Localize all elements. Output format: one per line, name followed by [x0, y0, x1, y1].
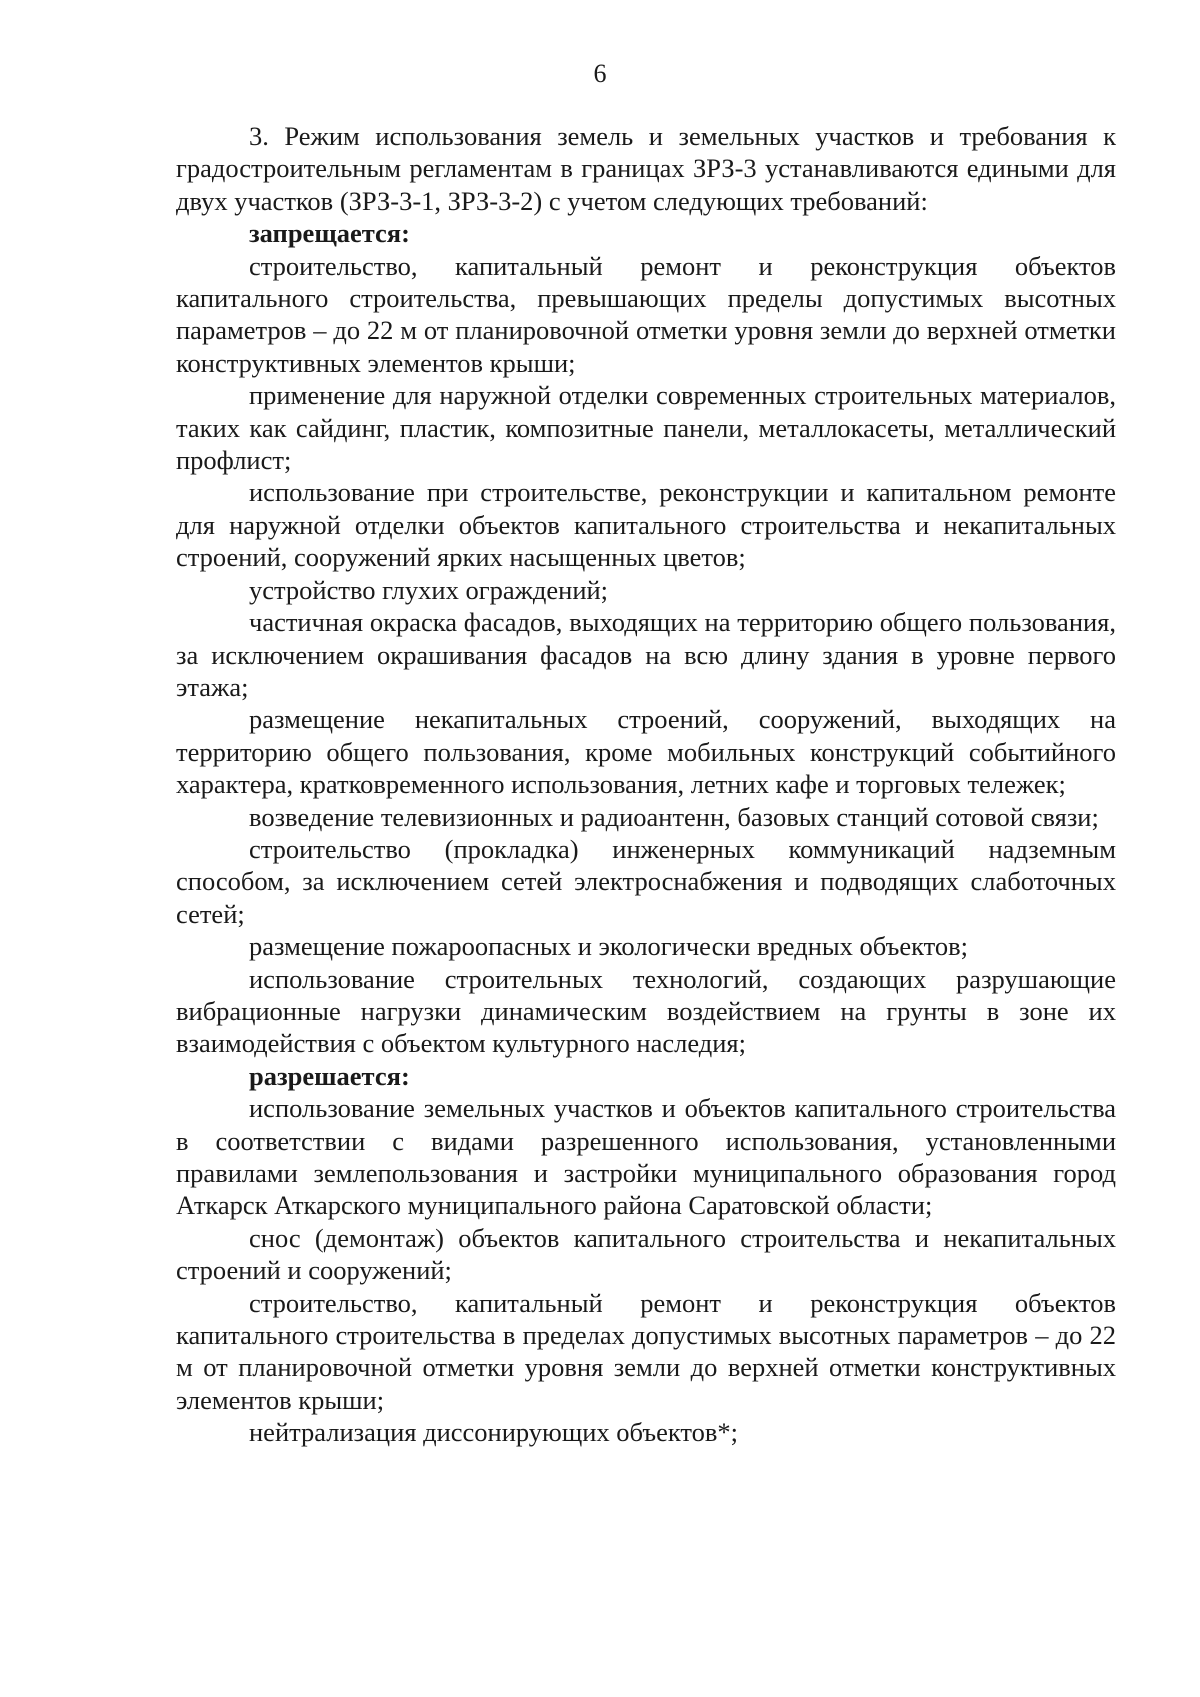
permitted-list — [176, 1092, 1116, 1448]
permitted-item: нейтрализация диссонирующих объектов*; — [249, 1417, 738, 1448]
permitted-item: использование земельных участков и объектов капитального строительства в соответствии с видами разрешенного использования, установленными правилами землепользования и застройки муниципального образования город Аткарск Аткарского муниципального района Саратовской области; — [176, 1093, 1116, 1221]
page-number: 6 — [593, 59, 607, 88]
prohibited-item: применение для наружной отделки современных строительных материалов, таких как сайдинг, пластик, композитные панели, металлокасеты, металлический профлист; — [176, 380, 1116, 476]
prohibited-item: возведение телевизионных и радиоантенн, базовых станций сотовой связи; — [249, 801, 1099, 832]
prohibited-item: использование при строительстве, реконструкции и капитальном ремонте для наружной отделки объектов капитального строительства и некапитальных строений, сооружений ярких насыщенных цветов; — [176, 477, 1116, 573]
prohibited-item: использование строительных технологий, создающих разрушающие вибрационные нагрузки динамическим воздействием на грунты в зоне их взаимодействия с объектом культурного наследия; — [176, 963, 1116, 1059]
prohibited-item: размещение некапитальных строений, сооружений, выходящих на территорию общего пользования, кроме мобильных конструкций событийного характера, кратковременного использования, летних кафе и торговых тележек; — [176, 704, 1116, 800]
prohibited-item: размещение пожароопасных и экологически вредных объектов; — [249, 931, 968, 962]
document-body — [176, 120, 1116, 1449]
prohibited-item: устройство глухих ограждений; — [249, 574, 609, 605]
prohibited-item: строительство, капитальный ремонт и реконструкция объектов капитального строительства, превышающих пределы допустимых высотных параметров – до 22 м от планировочной отметки уровня земли до верхней отметки конструктивных элементов крыши; — [176, 250, 1116, 378]
prohibited-heading: запрещается: — [249, 218, 410, 249]
permitted-item: строительство, капитальный ремонт и реконструкция объектов капитального строительства в пределах допустимых высотных параметров – до 22 м от планировочной отметки уровня земли до верхней отметки конструктивных элементов крыши; — [176, 1287, 1116, 1415]
permitted-heading: разрешается: — [249, 1060, 410, 1091]
prohibited-list — [176, 250, 1116, 1060]
section-intro: 3. Режим использования земель и земельных участков и требования к градостроительным регламентам в границах ЗРЗ-3 устанавливаются едиными для двух участков (ЗРЗ-3-1, ЗРЗ-3-2) с учетом следующих требований: — [176, 121, 1116, 216]
prohibited-item: строительство (прокладка) инженерных коммуникаций надземным способом, за исключением сетей электроснабжения и подводящих слаботочных сетей; — [176, 833, 1116, 929]
prohibited-item: частичная окраска фасадов, выходящих на территорию общего пользования, за исключением окрашивания фасадов на всю длину здания в уровне первого этажа; — [176, 607, 1116, 702]
permitted-item: снос (демонтаж) объектов капитального строительства и некапитальных строений и сооружений; — [176, 1222, 1116, 1286]
